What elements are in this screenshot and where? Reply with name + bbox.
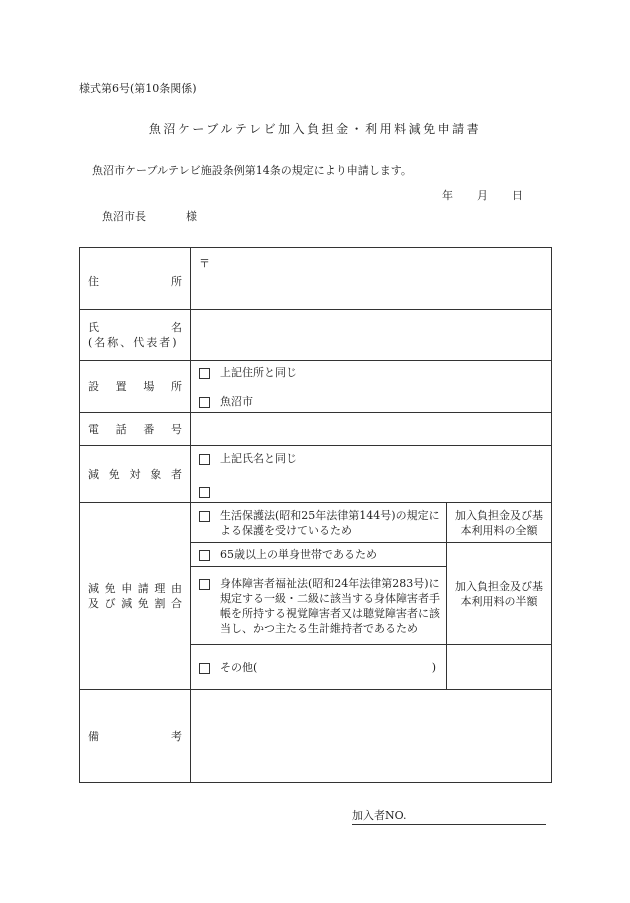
address-field[interactable] (191, 248, 552, 310)
location-label (80, 361, 191, 413)
honorific: 様 (186, 210, 197, 223)
label-char: 設 (88, 380, 99, 393)
remarks-row (80, 690, 552, 783)
rate-other-empty (447, 645, 552, 690)
paren-close: ) (431, 660, 436, 674)
reason-disability[interactable] (191, 567, 447, 645)
label-char: び (104, 597, 116, 610)
checkbox[interactable] (199, 663, 210, 674)
location-option-uonuma[interactable] (197, 394, 545, 409)
addressee-name: 魚沼市長 (102, 210, 146, 223)
option-label: 上記住所と同じ (220, 365, 297, 379)
name-row (80, 310, 552, 361)
label-char: 者 (171, 467, 182, 481)
application-form-table (79, 247, 552, 783)
phone-label (80, 413, 191, 446)
label-char: 住 (88, 275, 99, 288)
rate-text: 加入負担金及び基本利用料の全額 (455, 508, 543, 537)
label-char: 所 (171, 275, 182, 288)
reason-other[interactable] (191, 645, 447, 690)
checkbox[interactable] (199, 579, 210, 590)
label-char: 名 (171, 321, 182, 334)
label-char: 由 (170, 582, 182, 595)
address-row (80, 248, 552, 310)
date-row (442, 187, 523, 203)
label-char: 及 (88, 597, 99, 610)
label-char: 考 (171, 729, 182, 743)
label-char: 電 (88, 422, 99, 436)
postal-mark: 〒 (199, 257, 210, 270)
label-char: 所 (170, 380, 182, 393)
target-field (191, 446, 552, 503)
target-option-other[interactable] (197, 484, 545, 498)
document-title: 魚沼ケーブルテレビ加入負担金・利用料減免申請書 (148, 122, 482, 136)
label-char: 合 (170, 597, 182, 610)
label-char: 話 (115, 422, 127, 436)
label-char: 理 (154, 582, 166, 595)
label-char: 番 (143, 422, 155, 436)
rate-half (447, 543, 552, 645)
reason-elderly[interactable] (191, 543, 447, 567)
reason-label (80, 503, 191, 690)
label-char: 免 (108, 467, 120, 481)
target-row (80, 446, 552, 503)
reason-text: 身体障害者福祉法(昭和24年法律第283号)に規定する一級・二級に該当する身体障害者手帳を所持する視覚障害者又は聴覚障害者に該当し、かつ主たる生計維持者であるため (220, 576, 440, 635)
form-number: 様式第6号(第10条関係) (79, 82, 197, 95)
label-char: 号 (170, 422, 182, 436)
name-field[interactable] (191, 310, 552, 361)
checkbox[interactable] (199, 454, 210, 465)
date-year[interactable]: 年 (442, 189, 453, 202)
remarks-label (80, 690, 191, 783)
label-char: 対 (129, 467, 141, 481)
phone-field[interactable] (191, 413, 552, 446)
location-row (80, 361, 552, 413)
name-label (80, 310, 191, 361)
reason-text: 生活保護法(昭和25年法律第144号)の規定による保護を受けているため (220, 508, 440, 537)
target-option-same[interactable] (197, 451, 545, 466)
label-char: 免 (137, 597, 149, 610)
intro-text: 魚沼市ケーブルテレビ施設条例第14条の規定により申請します。 (92, 164, 412, 177)
name-sub-label: (名称、代表者) (88, 336, 179, 349)
checkbox[interactable] (199, 397, 210, 408)
reason-row-1 (80, 503, 552, 543)
label-char: 減 (88, 582, 99, 595)
address-label (80, 248, 191, 310)
addressee (102, 208, 197, 224)
rate-full (447, 503, 552, 543)
label-char: 減 (88, 467, 99, 481)
location-option-same[interactable] (197, 365, 545, 380)
reason-text: その他( (220, 660, 258, 674)
label-char: 申 (121, 582, 133, 595)
label-char: 請 (137, 582, 149, 595)
rate-text: 加入負担金及び基本利用料の半額 (455, 579, 543, 608)
location-field (191, 361, 552, 413)
label-char: 備 (88, 729, 99, 743)
checkbox[interactable] (199, 368, 210, 379)
reason-text: 65歳以上の単身世帯であるため (220, 548, 377, 561)
reason-welfare[interactable] (191, 503, 447, 543)
label-char: 減 (121, 597, 133, 610)
option-label: 魚沼市 (220, 394, 253, 408)
option-label: 上記氏名と同じ (220, 451, 297, 465)
label-char: 免 (104, 582, 116, 595)
date-day[interactable]: 日 (512, 189, 523, 202)
checkbox[interactable] (199, 511, 210, 522)
checkbox[interactable] (199, 550, 210, 561)
date-month[interactable]: 月 (477, 189, 488, 202)
checkbox[interactable] (199, 487, 210, 498)
label-char: 割 (154, 597, 166, 610)
label-char: 場 (143, 380, 155, 393)
member-number[interactable]: 加入者NO. (352, 807, 546, 825)
target-label (80, 446, 191, 503)
remarks-field[interactable] (191, 690, 552, 783)
label-char: 置 (115, 380, 127, 393)
phone-row (80, 413, 552, 446)
label-char: 氏 (88, 321, 99, 334)
label-char: 象 (150, 467, 162, 481)
